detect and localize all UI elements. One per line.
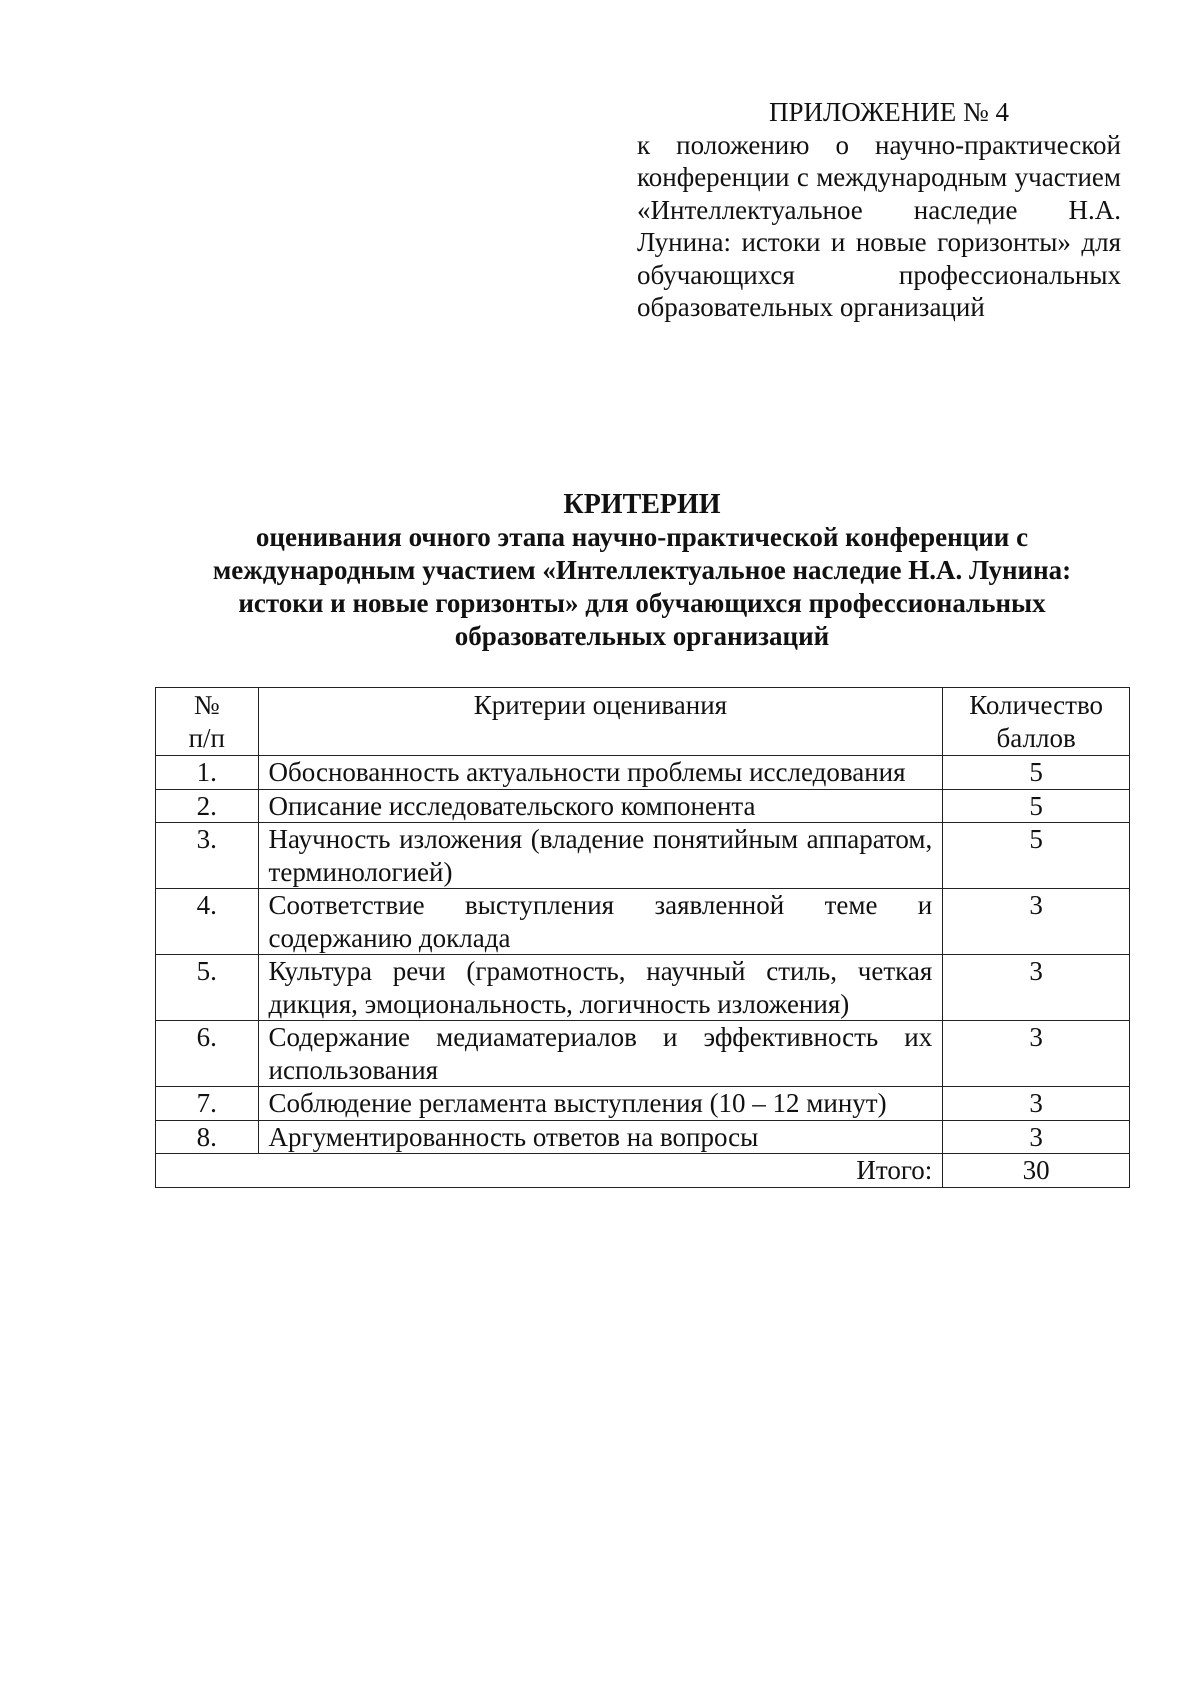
table-row bbox=[156, 889, 1130, 955]
header-score bbox=[943, 688, 1130, 756]
document-heading: КРИТЕРИИ bbox=[563, 489, 721, 520]
criteria-table-header bbox=[156, 688, 1130, 756]
row-score: 3 bbox=[943, 889, 1130, 955]
row-num: 1. bbox=[156, 756, 259, 790]
appendix-block bbox=[637, 96, 1121, 324]
row-criterion: Обоснованность актуальности проблемы исследования bbox=[258, 756, 943, 790]
row-score: 5 bbox=[943, 756, 1130, 790]
row-criterion: Аргументированность ответов на вопросы bbox=[258, 1120, 943, 1154]
table-row bbox=[156, 756, 1130, 790]
row-num: 6. bbox=[156, 1021, 259, 1087]
appendix-text: к положению о научно-практической конференции с международным участием «Интеллектуальное наследие Н.А. Лунина: истоки и новые горизонты» для обучающихся профессиональных образовательных организаций bbox=[637, 129, 1121, 322]
row-num: 5. bbox=[156, 955, 259, 1021]
criteria-table-body bbox=[156, 756, 1130, 1188]
row-score: 3 bbox=[943, 1087, 1130, 1121]
table-row bbox=[156, 789, 1130, 823]
row-criterion: Описание исследовательского компонента bbox=[258, 789, 943, 823]
table-row bbox=[156, 1021, 1130, 1087]
header-num-line2: п/п bbox=[188, 722, 225, 753]
row-num: 7. bbox=[156, 1087, 259, 1121]
header-criteria: Критерии оценивания bbox=[258, 688, 943, 756]
header-num bbox=[156, 688, 259, 756]
row-num: 8. bbox=[156, 1120, 259, 1154]
row-num: 3. bbox=[156, 823, 259, 889]
table-header-row bbox=[156, 688, 1130, 756]
row-num: 4. bbox=[156, 889, 259, 955]
row-score: 5 bbox=[943, 823, 1130, 889]
table-row bbox=[156, 823, 1130, 889]
row-score: 3 bbox=[943, 955, 1130, 1021]
row-criterion: Научность изложения (владение понятийным аппаратом, терминологией) bbox=[258, 823, 943, 889]
row-criterion: Соответствие выступления заявленной теме и содержанию доклада bbox=[258, 889, 943, 955]
table-row bbox=[156, 955, 1130, 1021]
table-row bbox=[156, 1087, 1130, 1121]
header-score-line2: баллов bbox=[996, 722, 1076, 753]
row-score: 5 bbox=[943, 789, 1130, 823]
row-criterion: Культура речи (грамотность, научный стиль, четкая дикция, эмоциональность, логичность изложения) bbox=[258, 955, 943, 1021]
header-score-line1: Количество bbox=[969, 690, 1104, 720]
row-score: 3 bbox=[943, 1120, 1130, 1154]
table-total-row bbox=[156, 1154, 1130, 1188]
total-value: 30 bbox=[943, 1154, 1130, 1188]
table-row bbox=[156, 1120, 1130, 1154]
row-criterion: Содержание медиаматериалов и эффективность их использования bbox=[258, 1021, 943, 1087]
criteria-table bbox=[155, 687, 1130, 1188]
row-num: 2. bbox=[156, 789, 259, 823]
document-title-block bbox=[150, 488, 1134, 653]
header-num-line1: № bbox=[193, 690, 220, 720]
total-label: Итого: bbox=[156, 1154, 943, 1188]
document-subheading: оценивания очного этапа научно-практической конференции с международным участием «Интеллектуальное наследие Н.А. Лунина: истоки и новые горизонты» для обучающихся профессиональных образовательных организаций bbox=[212, 522, 1072, 651]
row-score: 3 bbox=[943, 1021, 1130, 1087]
appendix-title: ПРИЛОЖЕНИЕ № 4 bbox=[768, 97, 1010, 127]
row-criterion: Соблюдение регламента выступления (10 – 12 минут) bbox=[258, 1087, 943, 1121]
